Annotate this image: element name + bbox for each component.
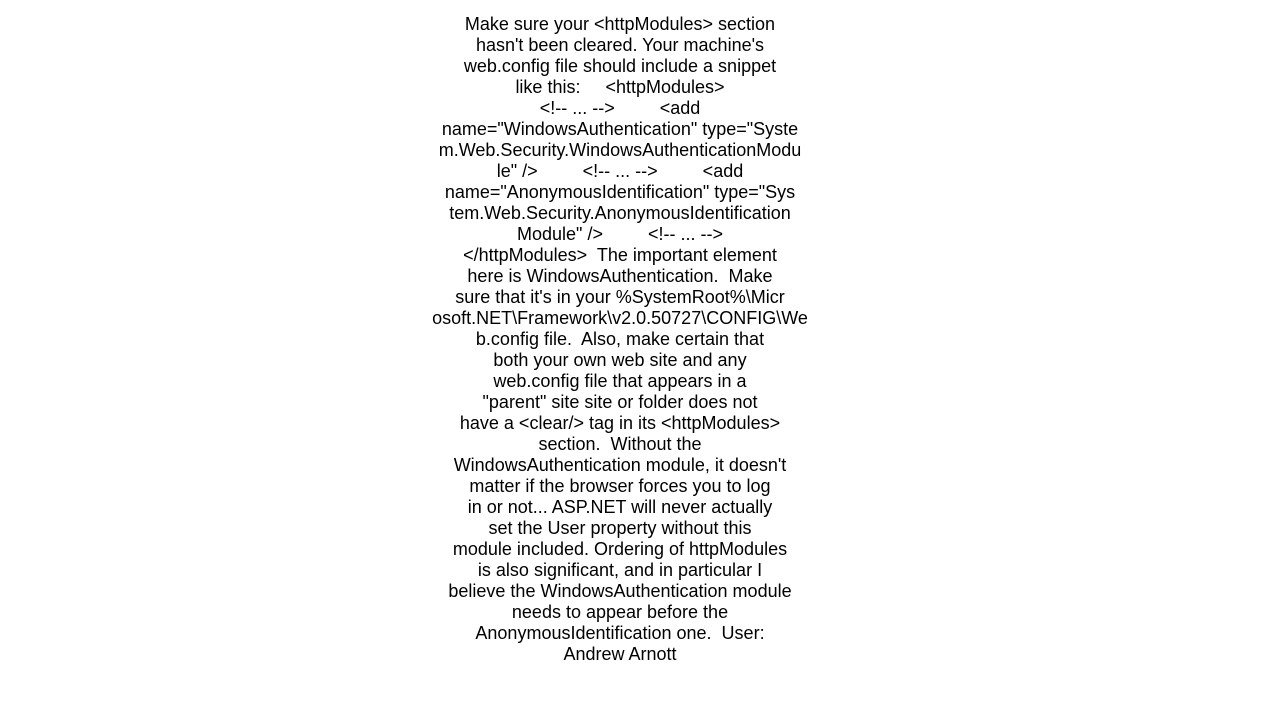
text-line: AnonymousIdentification one. User: <box>475 623 765 643</box>
text-line: hasn't been cleared. Your machine's <box>475 35 765 55</box>
text-line: name="AnonymousIdentification" type="Sys <box>444 182 796 202</box>
text-line: Module" /> <!-- ... --> <box>517 224 723 244</box>
text-line: set the User property without this <box>488 518 752 538</box>
text-line: have a <clear/> tag in its <httpModules> <box>459 413 781 433</box>
text-line: needs to appear before the <box>511 602 729 622</box>
text-line: section. Without the <box>538 434 702 454</box>
text-line: web.config file should include a snippet <box>463 56 777 76</box>
text-line: osoft.NET\Framework\v2.0.50727\CONFIG\We <box>432 308 808 328</box>
text-line: <!-- ... --> <add <box>539 98 701 118</box>
text-line: m.Web.Security.WindowsAuthenticationModu <box>438 140 802 160</box>
text-line: module included. Ordering of httpModules <box>452 539 788 559</box>
text-line: in or not... ASP.NET will never actually <box>467 497 773 517</box>
forum-post-text <box>430 14 810 665</box>
text-line: name="WindowsAuthentication" type="Syste <box>441 119 799 139</box>
text-line: web.config file that appears in a <box>493 371 747 391</box>
text-line: b.config file. Also, make certain that <box>475 329 765 349</box>
text-line: "parent" site site or folder does not <box>482 392 758 412</box>
text-line: is also significant, and in particular I <box>477 560 763 580</box>
text-line: both your own web site and any <box>493 350 747 370</box>
text-line: tem.Web.Security.AnonymousIdentification <box>449 203 791 223</box>
author-name: Andrew Arnott <box>563 644 677 664</box>
text-line: here is WindowsAuthentication. Make <box>467 266 773 286</box>
text-line: matter if the browser forces you to log <box>469 476 771 496</box>
text-line: believe the WindowsAuthentication module <box>448 581 792 601</box>
text-line: sure that it's in your %SystemRoot%\Micr <box>455 287 785 307</box>
text-line: le" /> <!-- ... --> <add <box>496 161 744 181</box>
text-line: like this: <httpModules> <box>515 77 725 97</box>
text-line: WindowsAuthentication module, it doesn't <box>453 455 787 475</box>
text-line: </httpModules> The important element <box>463 245 777 265</box>
text-line: Make sure your <httpModules> section <box>464 14 776 34</box>
